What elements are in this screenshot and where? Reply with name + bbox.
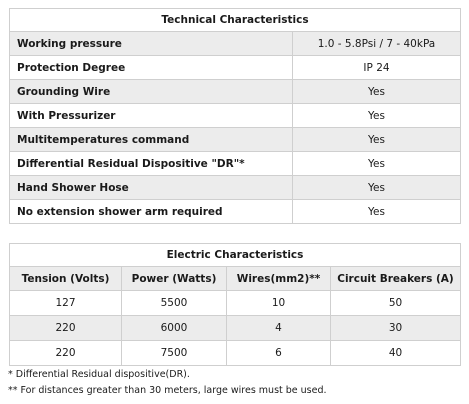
row-value: Yes [293,200,461,224]
column-header: Tension (Volts) [10,267,122,291]
electric-characteristics-table [9,243,461,366]
row-label: Hand Shower Hose [10,176,293,200]
footnote-dr: * Differential Residual dispositive(DR). [8,369,190,380]
row-label: Differential Residual Dispositive "DR"* [10,152,293,176]
table-row [10,341,461,366]
breaker-cell: 30 [331,316,461,341]
table-row [10,32,461,56]
row-label: Multitemperatures command [10,128,293,152]
table-header-row [10,267,461,291]
row-value: Yes [293,152,461,176]
breaker-cell: 40 [331,341,461,366]
row-label: Working pressure [10,32,293,56]
column-header: Circuit Breakers (A) [331,267,461,291]
row-value: Yes [293,80,461,104]
tension-cell: 220 [10,341,122,366]
power-cell: 5500 [122,291,227,316]
tension-cell: 220 [10,316,122,341]
table-row [10,80,461,104]
wires-cell: 4 [227,316,331,341]
tension-cell: 127 [10,291,122,316]
row-value: Yes [293,128,461,152]
power-cell: 6000 [122,316,227,341]
row-label: Protection Degree [10,56,293,80]
power-cell: 7500 [122,341,227,366]
technical-characteristics-title: Technical Characteristics [10,9,461,32]
row-label: With Pressurizer [10,104,293,128]
table-row [10,200,461,224]
footnote-wires: ** For distances greater than 30 meters, large wires must be used. [8,385,327,396]
technical-characteristics-table [9,8,461,224]
wires-cell: 6 [227,341,331,366]
table-row [10,56,461,80]
row-value: Yes [293,104,461,128]
wires-cell: 10 [227,291,331,316]
row-label: Grounding Wire [10,80,293,104]
row-value: 1.0 - 5.8Psi / 7 - 40kPa [293,32,461,56]
table-row [10,176,461,200]
row-label: No extension shower arm required [10,200,293,224]
table-row [10,316,461,341]
electric-characteristics-title: Electric Characteristics [10,244,461,267]
table-row [10,128,461,152]
table-row [10,104,461,128]
row-value: IP 24 [293,56,461,80]
table-row [10,152,461,176]
column-header: Power (Watts) [122,267,227,291]
table-row [10,291,461,316]
breaker-cell: 50 [331,291,461,316]
row-value: Yes [293,176,461,200]
column-header: Wires(mm2)** [227,267,331,291]
